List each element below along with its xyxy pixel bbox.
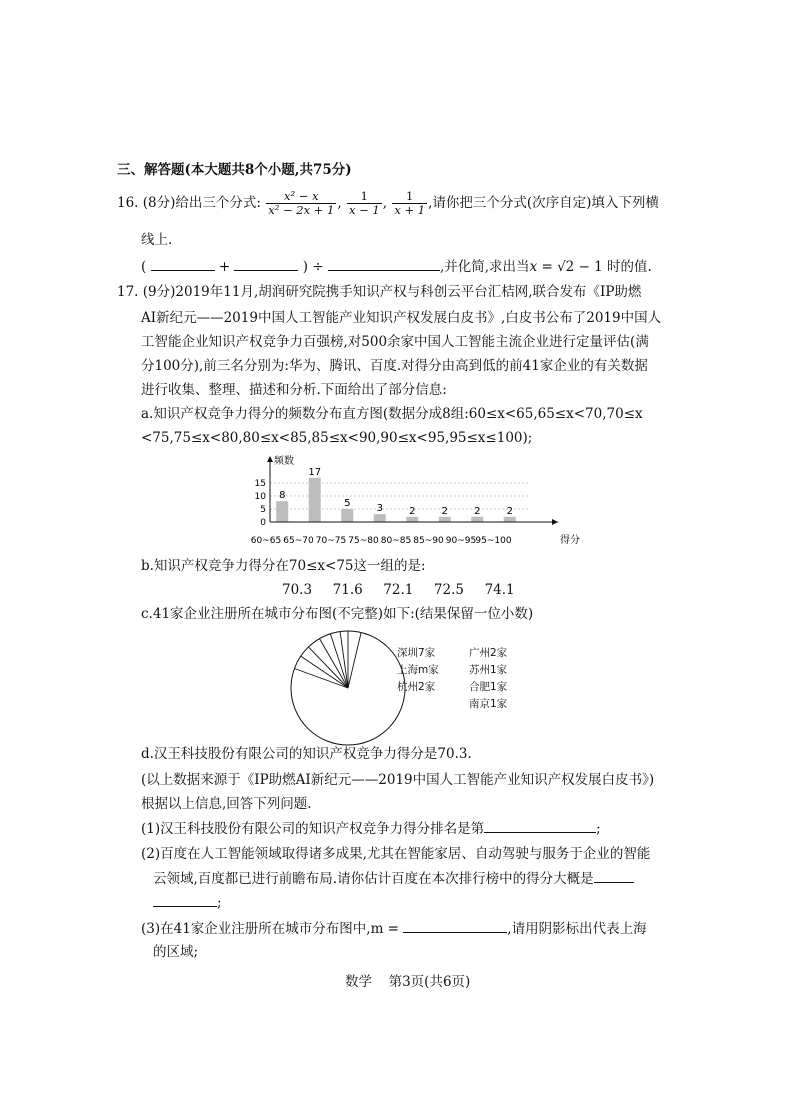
bar-value-65~70: 17	[308, 466, 322, 478]
fraction-2	[347, 190, 382, 217]
city-pie-chart	[288, 628, 408, 748]
fraction-1	[266, 190, 336, 217]
divide-sign: ÷	[312, 259, 324, 275]
y-axis-label: 频数	[274, 456, 294, 467]
q16-points: (8分)	[142, 195, 176, 211]
bar-value-70~75: 5	[344, 498, 351, 509]
q16-instruction: ,请你把三个分式(次序自定)填入下列横	[428, 195, 659, 211]
bar-value-85~90: 2	[441, 505, 448, 517]
legend-hefei: 合肥1家	[469, 681, 508, 693]
q17-line1	[117, 282, 641, 302]
x-tick-75~80: 75~80	[348, 536, 379, 546]
legend-nanjing: 南京1家	[469, 698, 508, 710]
frequency-histogram	[250, 452, 580, 552]
bar-80~85	[406, 517, 418, 522]
legend-guangzhou: 广州2家	[469, 647, 508, 659]
sub-question-2-line-3	[153, 892, 222, 913]
q17-intro-line-2: AI新纪元——2019中国人工智能产业知识产权发展白皮书》,白皮书公布了2019中国人	[141, 310, 662, 326]
fraction-2-numerator: 1	[347, 190, 382, 204]
answer-blank-2[interactable]	[234, 256, 298, 271]
paren-open: (	[141, 259, 147, 275]
x-tick-95~100: 95~100	[475, 536, 512, 546]
page-footer: 数学 第3页(共6页)	[345, 974, 471, 990]
fraction-3	[392, 190, 427, 217]
fraction-1-denominator: x² − 2x + 1	[268, 203, 335, 217]
bar-value-60~65: 8	[279, 490, 286, 502]
sub-question-2-line-2	[153, 868, 634, 889]
pie-sector-line-5	[330, 634, 348, 688]
y-tick-5: 5	[260, 505, 266, 515]
paren-close: )	[302, 259, 309, 275]
pie-legend	[391, 645, 521, 735]
x-tick-90~95: 90~95	[445, 536, 477, 546]
histogram-labels	[251, 454, 580, 546]
pie-sector-line-1	[294, 669, 348, 688]
y-tick-15: 15	[254, 479, 266, 489]
q16-intro: 给出三个分式:	[175, 195, 261, 211]
legend-suzhou: 苏州1家	[469, 664, 508, 676]
variable-x: x	[529, 259, 538, 275]
sub3-text-b: ,请用阴影标出代表上海	[507, 921, 647, 937]
y-tick-0: 0	[260, 518, 266, 528]
legend-hangzhou: 杭州2家	[397, 681, 436, 693]
q17-number: 17.	[117, 284, 139, 300]
sub1-end: ;	[596, 821, 601, 837]
sub-question-3-line-2: 的区域;	[153, 944, 199, 960]
plus-sign: +	[218, 259, 231, 275]
y-axis-arrow	[267, 456, 273, 462]
q17-intro-line-4: 分100分),前三名分别为:华为、腾讯、百度.对得分由高到低的前41家企业的有关数据	[141, 358, 648, 374]
bar-85~90	[439, 517, 451, 522]
part-b-text: b.知识产权竞争力得分在70≤x<75这一组的是:	[141, 558, 426, 574]
sub2-end: ;	[217, 895, 222, 911]
bar-value-95~100: 2	[506, 505, 513, 517]
x-axis-arrow	[552, 519, 558, 525]
legend-shenzhen: 深圳7家	[397, 647, 436, 659]
x-tick-60~65: 60~65	[250, 536, 282, 546]
q17-intro-line-3: 工智能企业知识产权竞争力百强榜,对500余家中国人工智能主流企业进行定量评估(满	[141, 334, 649, 350]
bar-value-75~80: 3	[376, 503, 383, 515]
bar-90~95	[471, 517, 483, 522]
section-title: 三、解答题(本大题共8个小题,共75分)	[117, 162, 352, 178]
bar-value-80~85: 2	[409, 505, 416, 517]
y-tick-10: 10	[254, 492, 266, 502]
sub2-text: 云领域,百度都已进行前瞻布局.请你估计百度在本次排行榜中的得分大概是	[153, 871, 594, 887]
x-tick-80~85: 80~85	[380, 536, 412, 546]
part-a-line-1: a.知识产权竞争力得分的频数分布直方图(数据分成8组:60≤x<65,65≤x<70,70≤x	[141, 406, 643, 422]
x-tick-65~70: 65~70	[283, 536, 314, 546]
bar-65~70	[309, 478, 321, 522]
fraction-3-numerator: 1	[392, 190, 427, 204]
q16-line1: 16. (8分)给出三个分式: $\frac{\text{x² − x}}{\text{x² − 2x + 1}}$ , $\frac{1}{x - 1}$ , $\frac{1}{x + 1}$ ,请你把三个分式(次序自定)填入下列横	[117, 189, 659, 217]
pie-sector-line-6	[340, 632, 348, 688]
q17-intro-line-1: (9分)2019年11月,胡润研究院携手知识产权与科创云平台汇桔网,联合发布《IP助燃	[142, 284, 642, 300]
bar-75~80	[374, 514, 386, 522]
q16-condition: = √2 − 1 时的值.	[537, 259, 652, 275]
fraction-2-denominator: x − 1	[348, 203, 380, 217]
sub3-text: (3)在41家企业注册所在城市分布图中,m =	[141, 921, 399, 937]
fraction-1-numerator: x² − x	[266, 190, 336, 204]
bar-value-90~95: 2	[474, 505, 481, 517]
bar-95~100	[504, 517, 516, 522]
pie-sector-line-2	[301, 656, 348, 688]
legend-shanghai: 上海m家	[397, 664, 439, 676]
answer-blank-baidu-a[interactable]	[594, 868, 634, 883]
sub-question-2-line-1: (2)百度在人工智能领域取得诸多成果,尤其在智能家居、自动驾驶与服务于企业的智能	[141, 846, 651, 862]
part-d-text: d.汉王科技股份有限公司的知识产权竞争力得分是70.3.	[141, 746, 472, 762]
x-axis-label: 得分	[560, 535, 580, 546]
answer-blank-rank[interactable]	[484, 818, 596, 833]
q16-line2: 线上.	[141, 232, 173, 248]
x-tick-70~75: 70~75	[315, 536, 347, 546]
x-tick-85~90: 85~90	[413, 536, 444, 546]
q16-tail: ,并化简,求出当	[439, 259, 530, 275]
q16-number: 16.	[117, 195, 139, 211]
fraction-3-denominator: x + 1	[394, 203, 426, 217]
q17-intro-line-5: 进行收集、整理、描述和分析.下面给出了部分信息:	[141, 382, 447, 398]
bar-60~65	[276, 501, 288, 522]
data-source: (以上数据来源于《IP助燃AI新纪元——2019中国人工智能产业知识产权发展白皮书》)	[141, 772, 655, 788]
answer-intro: 根据以上信息,回答下列问题.	[141, 796, 312, 812]
legend-right-column	[469, 645, 507, 713]
answer-blank-m[interactable]	[403, 918, 507, 933]
part-c-text: c.41家企业注册所在城市分布图(不完整)如下:(结果保留一位小数)	[141, 606, 534, 622]
sub1-text: (1)汉王科技股份有限公司的知识产权竞争力得分排名是第	[141, 821, 485, 837]
part-a-line-2: <75,75≤x<80,80≤x<85,85≤x<90,90≤x<95,95≤x≤100);	[141, 430, 533, 446]
part-b-values: 70.3 71.6 72.1 72.5 74.1	[282, 582, 515, 598]
q16-line3	[141, 256, 652, 277]
sub-question-1	[141, 818, 601, 839]
answer-blank-baidu-b[interactable]	[153, 892, 217, 907]
legend-left-column	[397, 645, 439, 696]
bar-70~75	[341, 509, 353, 522]
pie-beijing-line	[348, 633, 361, 688]
sub-question-3-line-1	[141, 918, 647, 939]
answer-blank-3[interactable]	[328, 256, 440, 271]
answer-blank-1[interactable]	[151, 256, 215, 271]
